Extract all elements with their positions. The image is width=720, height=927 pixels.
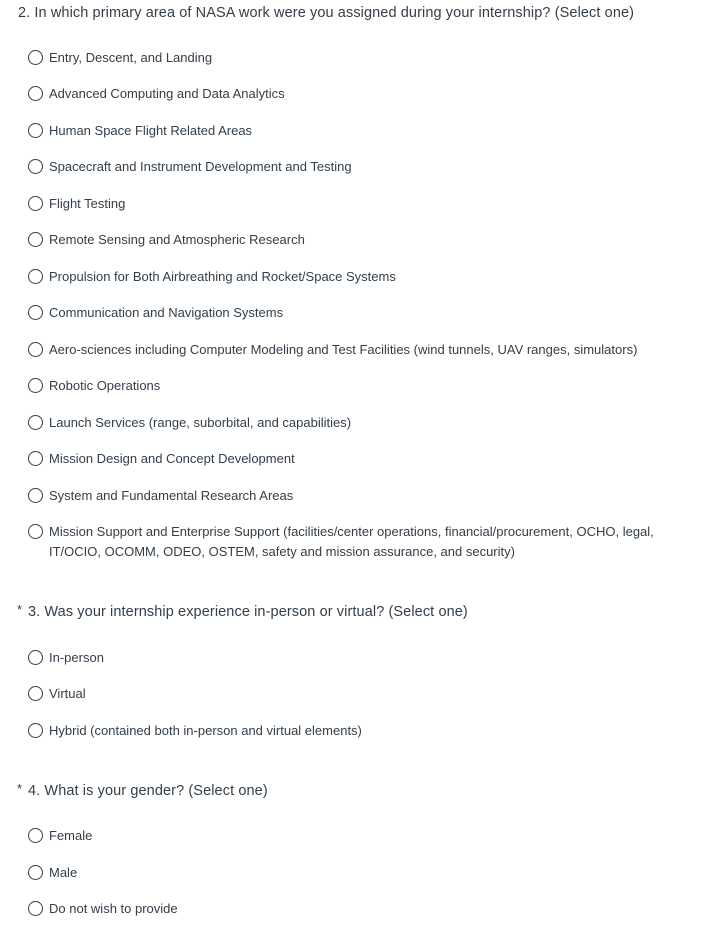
radio-option[interactable]: [28, 865, 688, 883]
radio-option[interactable]: [28, 305, 688, 323]
option-label: Male: [49, 865, 78, 880]
radio-option[interactable]: [28, 378, 688, 396]
radio-circle-icon[interactable]: [28, 378, 43, 393]
radio-option[interactable]: [28, 524, 688, 562]
radio-option[interactable]: [28, 159, 688, 177]
option-label: Communication and Navigation Systems: [49, 305, 284, 320]
radio-option[interactable]: [28, 86, 688, 104]
option-label: Propulsion for Both Airbreathing and Rocket/Space Systems: [49, 269, 396, 284]
option-label: Do not wish to provide: [49, 901, 178, 916]
radio-circle-icon[interactable]: [28, 305, 43, 320]
radio-option[interactable]: [28, 123, 688, 141]
question-4-title: [18, 783, 268, 799]
question-4-text: 4. What is your gender? (Select one): [28, 783, 268, 799]
question-3-text: 3. Was your internship experience in-person or virtual? (Select one): [28, 604, 468, 620]
radio-option[interactable]: [28, 488, 688, 506]
radio-option[interactable]: [28, 196, 688, 214]
radio-circle-icon[interactable]: [28, 488, 43, 503]
radio-circle-icon[interactable]: [28, 342, 43, 357]
radio-circle-icon[interactable]: [28, 232, 43, 247]
radio-option[interactable]: [28, 686, 688, 704]
option-label: Entry, Descent, and Landing: [49, 50, 213, 65]
radio-circle-icon[interactable]: [28, 123, 43, 138]
radio-circle-icon[interactable]: [28, 451, 43, 466]
radio-option[interactable]: [28, 723, 688, 741]
radio-option[interactable]: [28, 828, 688, 846]
option-label: Aero-sciences including Computer Modeling and Test Facilities (wind tunnels, UAV ranges, simulators): [49, 342, 638, 357]
option-label: Human Space Flight Related Areas: [49, 123, 253, 138]
radio-circle-icon[interactable]: [28, 686, 43, 701]
option-label: Virtual: [49, 686, 86, 701]
radio-circle-icon[interactable]: [28, 828, 43, 843]
radio-circle-icon[interactable]: [28, 50, 43, 65]
radio-circle-icon[interactable]: [28, 901, 43, 916]
radio-option[interactable]: [28, 650, 688, 668]
option-label: Robotic Operations: [49, 378, 161, 393]
radio-circle-icon[interactable]: [28, 159, 43, 174]
option-label: Mission Design and Concept Development: [49, 451, 295, 466]
radio-circle-icon[interactable]: [28, 269, 43, 284]
option-label: Spacecraft and Instrument Development and Testing: [49, 159, 352, 174]
option-label: Launch Services (range, suborbital, and capabilities): [49, 415, 352, 430]
radio-circle-icon[interactable]: [28, 86, 43, 101]
radio-circle-icon[interactable]: [28, 415, 43, 430]
radio-option[interactable]: [28, 50, 688, 68]
option-label: Remote Sensing and Atmospheric Research: [49, 232, 305, 247]
radio-option[interactable]: [28, 269, 688, 287]
option-label: Mission Support and Enterprise Support (facilities/center operations, financial/procurement, OCHO, legal, IT/OCIO, OCOMM, ODEO, OSTEM, safety and mission assurance, and security): [49, 524, 654, 559]
option-label: Flight Testing: [49, 196, 126, 211]
radio-circle-icon[interactable]: [28, 196, 43, 211]
radio-option[interactable]: [28, 451, 688, 469]
radio-circle-icon[interactable]: [28, 650, 43, 665]
question-3-title: [18, 604, 468, 620]
option-label: In-person: [49, 650, 104, 665]
option-label: Female: [49, 828, 93, 843]
required-asterisk: *: [17, 781, 23, 796]
radio-circle-icon[interactable]: [28, 865, 43, 880]
option-label: Hybrid (contained both in-person and virtual elements): [49, 723, 362, 738]
option-label: Advanced Computing and Data Analytics: [49, 86, 285, 101]
radio-option[interactable]: [28, 232, 688, 250]
radio-option[interactable]: [28, 342, 688, 360]
question-2-title: 2. In which primary area of NASA work were you assigned during your internship? (Select one): [18, 5, 635, 21]
radio-option[interactable]: [28, 901, 688, 919]
radio-circle-icon[interactable]: [28, 524, 43, 539]
radio-circle-icon[interactable]: [28, 723, 43, 738]
option-label: System and Fundamental Research Areas: [49, 488, 294, 503]
radio-option[interactable]: [28, 415, 688, 433]
required-asterisk: *: [17, 602, 23, 617]
